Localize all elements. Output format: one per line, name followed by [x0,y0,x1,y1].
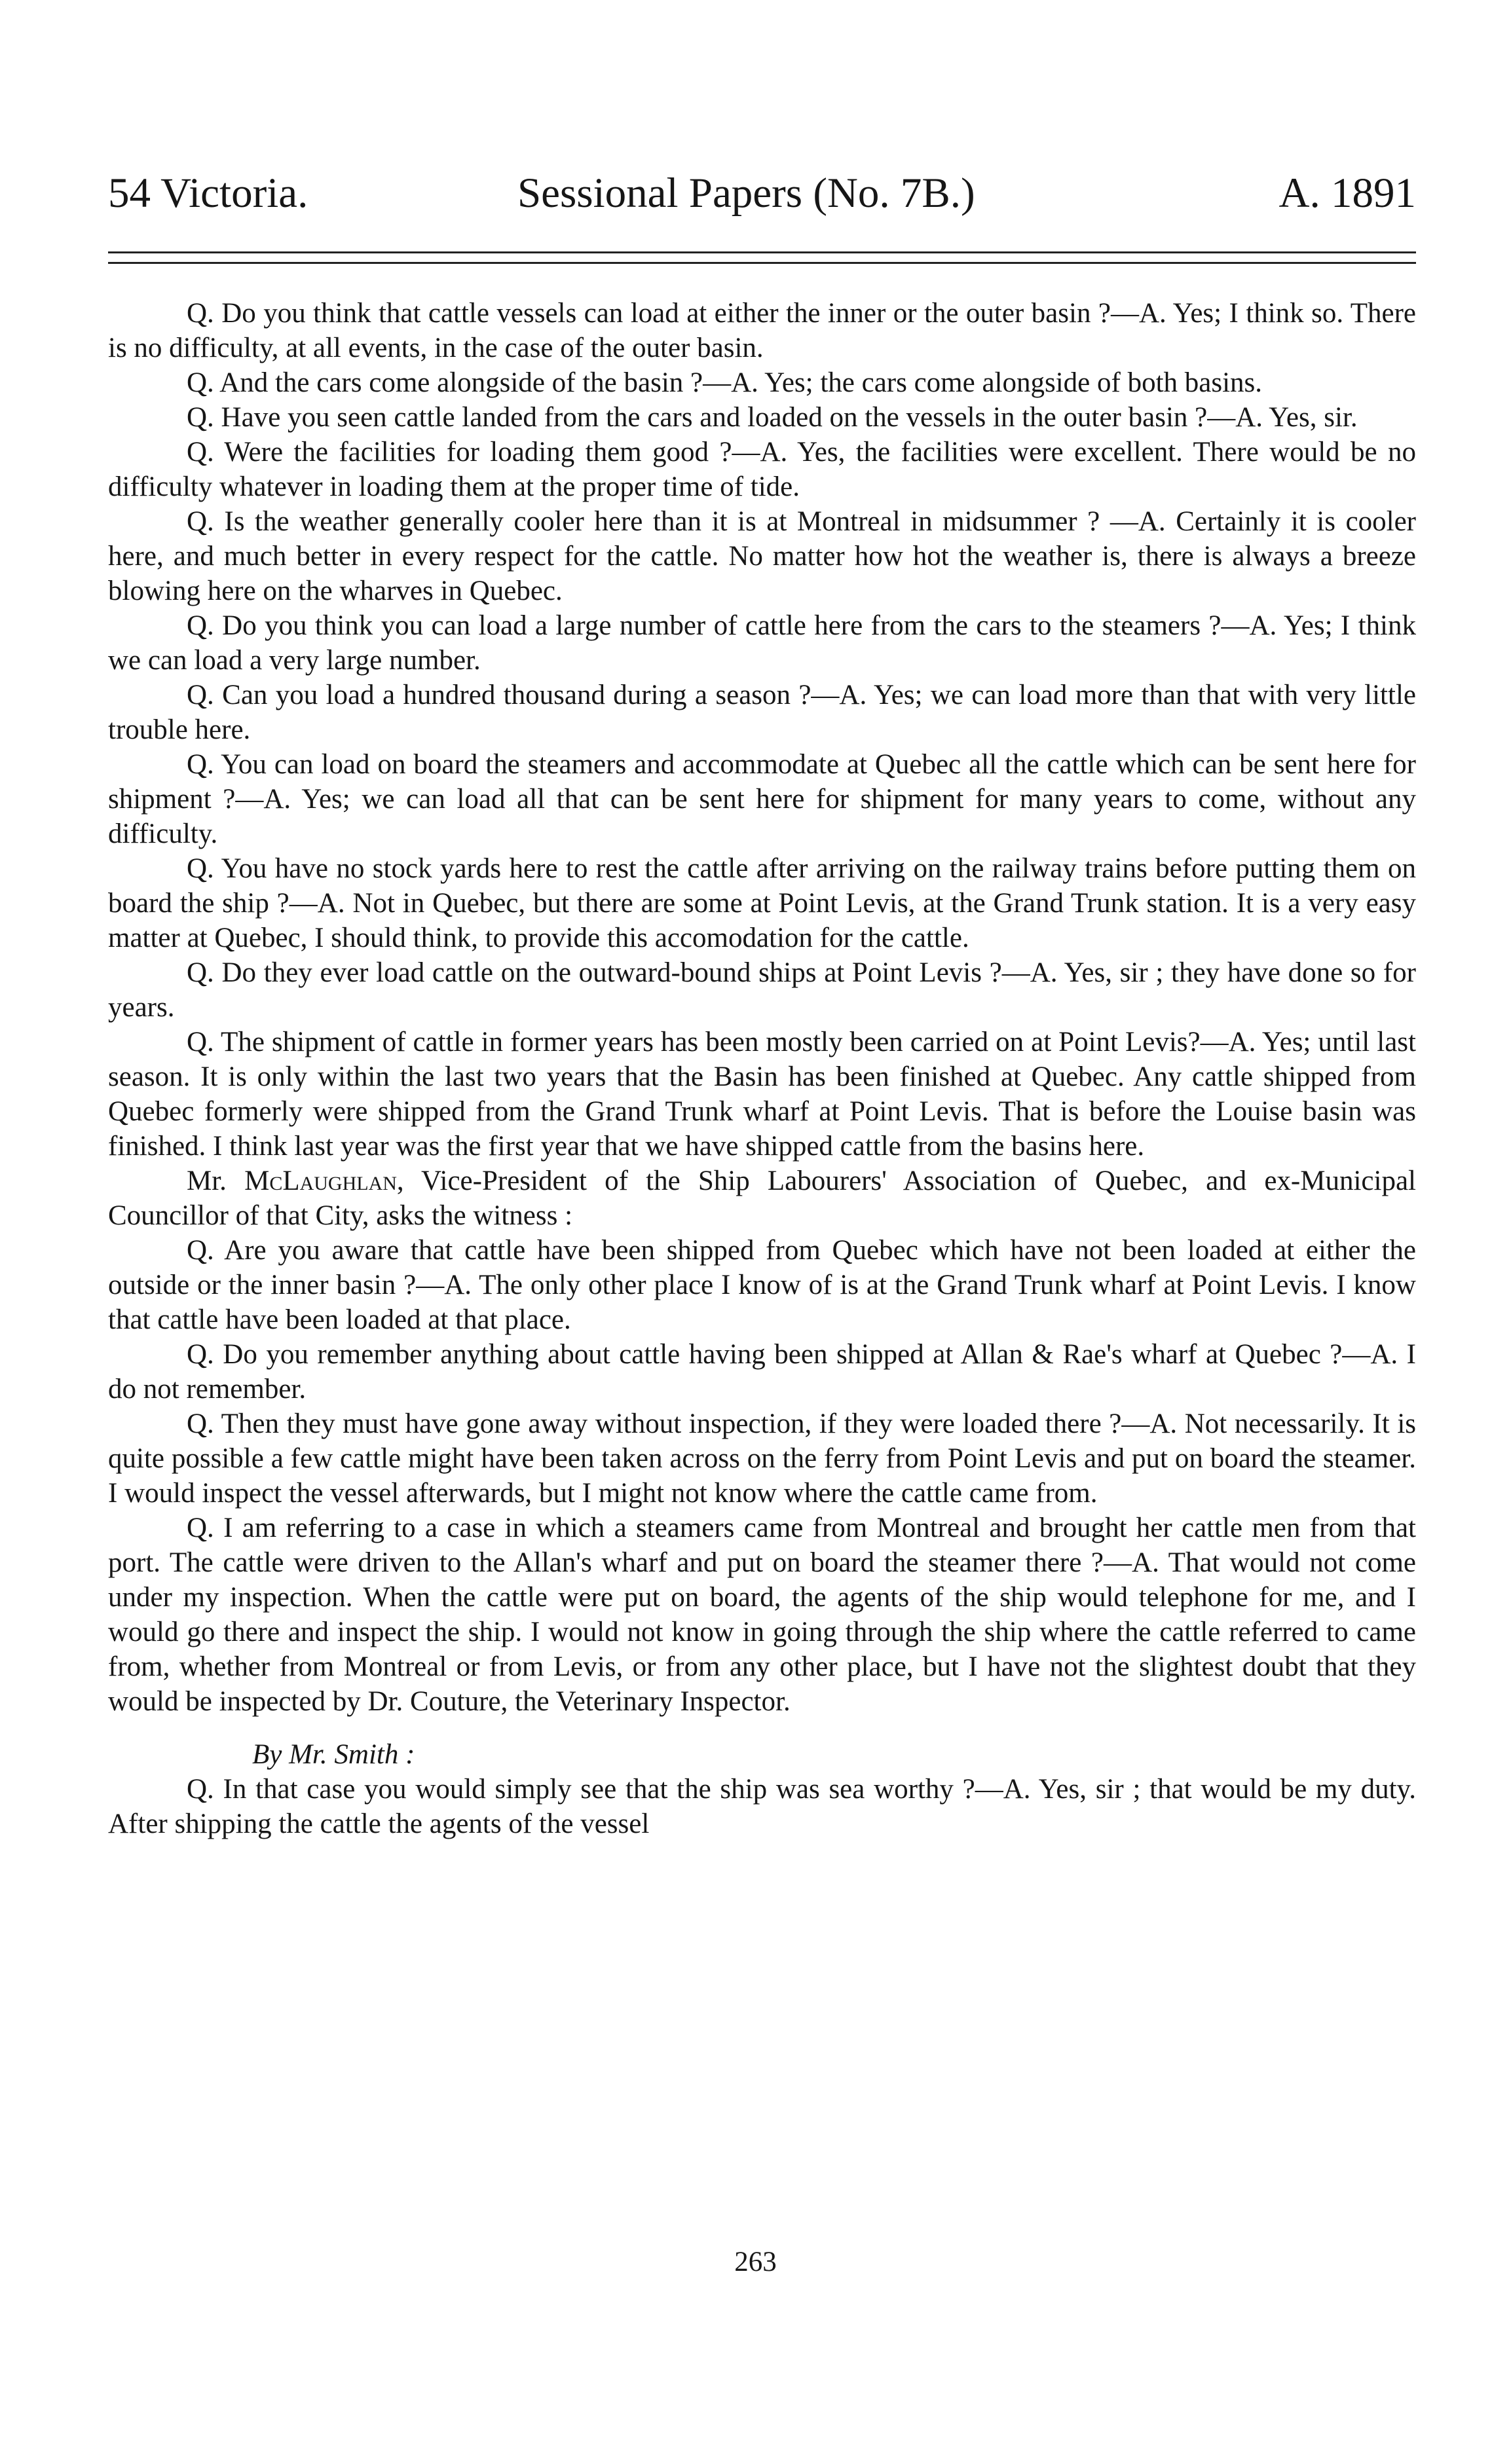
header-volume: 54 Victoria. [108,170,308,217]
header-title: Sessional Papers (No. 7B.) [517,170,975,217]
paragraph: Q. Do you remember anything about cattle having been shipped at Allan & Rae's wharf at Quebec ?—A. I do not remember. [108,1339,1416,1405]
paragraph: Q. Is the weather generally cooler here than it is at Montreal in midsummer ? —A. Certainly it is cooler here, and much better in every respect for the cattle. No matter how hot the weather is, there is always a breeze blowing here on the wharves in Quebec. [108,506,1416,606]
paragraph: Q. Do you think you can load a large number of cattle here from the cars to the steamers ?—A. Yes; I think we can load a very large number. [108,610,1416,676]
page-body [108,296,1416,1841]
paragraph: Q. You can load on board the steamers and accommodate at Quebec all the cattle which can be sent here for shipment ?—A. Yes; we can load all that can be sent here for shipment for many years to come, without any difficulty. [108,749,1416,849]
header-year: A. 1891 [1278,170,1416,217]
intro-prefix: Mr. [187,1166,245,1196]
paragraph: Q. The shipment of cattle in former years has been mostly been carried on at Point Levis?—A. Yes; until last season. It is only within the last two years that the Basin has been finished at Quebec. Any cattle shipped from Quebec formerly were shipped from the Grand Trunk wharf at Point Levis. That is before the Louise basin was finished. I think last year was the first year that we have shipped cattle from the basins here. [108,1027,1416,1162]
running-header [108,167,1416,219]
paragraph: Q. Were the facilities for loading them good ?—A. Yes, the facilities were excellent. There would be no difficulty whatever in loading them at the proper time of tide. [108,437,1416,502]
paragraph: Q. Do they ever load cattle on the outward-bound ships at Point Levis ?—A. Yes, sir ; they have done so for years. [108,957,1416,1023]
paragraph: Q. You have no stock yards here to rest the cattle after arriving on the railway trains before putting them on board the ship ?—A. Not in Quebec, but there are some at Point Levis, at the Grand Trunk station. It is a very easy matter at Quebec, I should think, to provide this accomodation for the cattle. [108,853,1416,953]
paragraph: Q. And the cars come alongside of the basin ?—A. Yes; the cars come alongside of both basins. [187,367,1263,398]
page-number: 263 [734,2247,777,2277]
header-rule-bottom [108,262,1416,264]
header-rule-top [108,251,1416,253]
paragraph: Q. I am referring to a case in which a steamers came from Montreal and brought her cattle men from that port. The cattle were driven to the Allan's wharf and put on board the steamer there ?—A. That would not come under my inspection. When the cattle were put on board, the agents of the ship would telephone for me, and I would go there and inspect the ship. I would not know in going through the ship where the cattle referred to came from, whether from Montreal or from Levis, or from any other place, but I have not the slightest doubt that they would be inspected by Dr. Couture, the Veterinary Inspector. [108,1513,1416,1717]
paragraph: Q. Do you think that cattle vessels can load at either the inner or the outer basin ?—A. Yes; I think so. There is no difficulty, at all events, in the case of the outer basin. [108,298,1416,363]
paragraph: Q. Can you load a hundred thousand during a season ?—A. Yes; we can load more than that with very little trouble here. [108,680,1416,745]
paragraph: Q. Are you aware that cattle have been shipped from Quebec which have not been loaded at either the outside or the inner basin ?—A. The only other place I know of is at the Grand Trunk wharf at Point Levis. I know that cattle have been loaded at that place. [108,1235,1416,1335]
paragraph: Q. Then they must have gone away without inspection, if they were loaded there ?—A. Not necessarily. It is quite possible a few cattle might have been taken across on the ferry from Point Levis and put on board the steamer. I would inspect the vessel afterwards, but I might not know where the cattle came from. [108,1408,1416,1509]
paragraph: Q. In that case you would simply see that the ship was sea worthy ?—A. Yes, sir ; that would be my duty. After shipping the cattle the agents of the vessel [108,1774,1416,1839]
speaker-intro [108,1164,1416,1233]
paragraph: Q. Have you seen cattle landed from the cars and loaded on the vessels in the outer basin ?—A. Yes, sir. [187,402,1358,433]
intro-rest: , Vice-President of the Ship Labourers' Association of Quebec, and ex-Municipal Councillor of that City, asks the witness : [108,1166,1416,1231]
speaker-name: McLaughlan [244,1166,397,1196]
examiner-heading: By Mr. Smith : [252,1739,415,1770]
